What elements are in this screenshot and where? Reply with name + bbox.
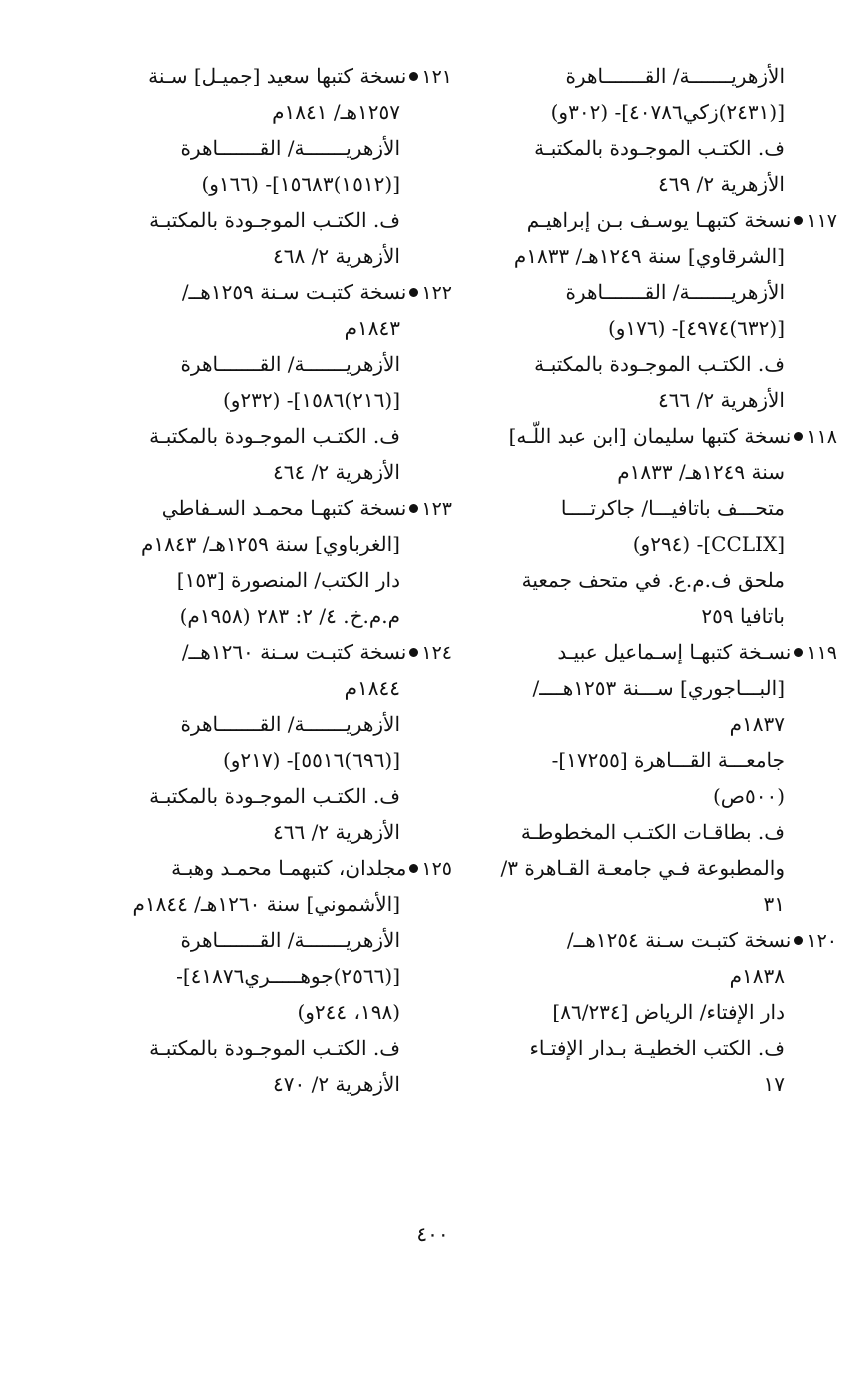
entry-number: ١٢٥ — [421, 858, 452, 880]
entry-text: سنة ١٢٤٩هـ/ ١٨٣٣م — [617, 460, 785, 484]
entry-text: نسخة كتبهـا محمـد السـفاطي — [161, 496, 407, 520]
entry-line — [55, 166, 400, 202]
entry-line — [440, 670, 785, 706]
entry-text: دار الكتب/ المنصورة [١٥٣] — [176, 568, 400, 592]
entry-line — [440, 94, 785, 130]
entry-line — [440, 1066, 785, 1102]
entry-text: م.م.خ. ٤/ ٢: ٢٨٣ (١٩٥٨م) — [179, 604, 400, 628]
entry-text: نسخة كتبهـا يوسـف بـن إبراهيـم — [526, 208, 792, 232]
entry-text: الأزهريـــــــة/ القـــــــاهرة — [565, 64, 785, 88]
entry-text: [الغرباوي] سنة ١٢٥٩هـ/ ١٨٤٣م — [141, 532, 400, 556]
entry-line — [55, 814, 400, 850]
entry-line — [55, 742, 400, 778]
bullet-icon — [409, 864, 418, 873]
entry-line — [55, 562, 400, 598]
bullet-icon — [409, 288, 418, 297]
entry-line — [440, 886, 785, 922]
catalog-entry — [440, 58, 785, 202]
entry-line — [55, 418, 400, 454]
entry-text: الأزهرية ٢/ ٤٦٩ — [658, 172, 785, 196]
entry-text: الأزهرية ٢/ ٤٧٠ — [273, 1072, 400, 1096]
entry-number: ١٢٤ — [421, 642, 452, 664]
entry-line — [55, 94, 400, 130]
entry-text: ف. الكتـب الموجـودة بالمكتبـة — [149, 208, 400, 232]
entry-line — [440, 814, 785, 850]
entry-text: [CCLIX]- (٢٩٤و) — [632, 532, 785, 556]
entry-line — [55, 346, 400, 382]
entry-text: ف. الكتـب الموجـودة بالمكتبـة — [149, 424, 400, 448]
catalog-entry — [55, 850, 452, 1102]
entry-text: الأزهرية ٢/ ٤٦٦ — [658, 388, 785, 412]
entry-line — [440, 922, 837, 958]
catalog-entry — [440, 634, 837, 922]
entry-number: ١١٨ — [806, 426, 837, 448]
entry-line — [55, 922, 400, 958]
entry-line — [55, 1066, 400, 1102]
entry-line — [440, 490, 785, 526]
entry-text: ف. الكتـب الموجـودة بالمكتبـة — [149, 784, 400, 808]
entry-line — [55, 202, 400, 238]
entry-line — [55, 382, 400, 418]
entry-line — [440, 742, 785, 778]
bullet-icon — [794, 216, 803, 225]
entry-line — [440, 310, 785, 346]
entry-line — [55, 526, 400, 562]
entry-line — [440, 1030, 785, 1066]
bullet-icon — [794, 432, 803, 441]
catalog-entry — [440, 922, 837, 1102]
catalog-entry — [55, 490, 452, 634]
bullet-icon — [409, 504, 418, 513]
entry-text: الأزهريـــــــة/ القـــــــاهرة — [565, 280, 785, 304]
catalog-entry — [55, 634, 452, 850]
entry-line — [440, 562, 785, 598]
page-number: ٤٠٠ — [416, 1222, 449, 1246]
entry-text: ١٨٣٨م — [729, 964, 785, 988]
entry-text: الأزهريـــــــة/ القـــــــاهرة — [180, 712, 400, 736]
entry-line — [55, 274, 452, 310]
catalog-entry — [55, 58, 452, 274]
entry-number: ١٢٣ — [421, 498, 452, 520]
entry-text: مجلدان، كتبهمـا محمـد وهبـة — [171, 856, 407, 880]
entry-text: نسخة كتبها سليمان [ابن عبد اللّـه] — [508, 424, 792, 448]
entry-text: نسخة كتبها سعيد [جميـل] سـنة — [148, 64, 407, 88]
entry-text: [(١٥١٢)١٥٦٨٣]- (١٦٦و) — [201, 172, 400, 196]
entry-line — [440, 778, 785, 814]
bullet-icon — [794, 936, 803, 945]
entry-text: [الأشموني] سنة ١٢٦٠هـ/ ١٨٤٤م — [132, 892, 400, 916]
entry-text: ف. الكتـب الموجـودة بالمكتبـة — [149, 1036, 400, 1060]
entry-line — [55, 130, 400, 166]
entry-text: ف. الكتـب الموجـودة بالمكتبـة — [534, 136, 785, 160]
entry-line — [55, 454, 400, 490]
entry-line — [440, 58, 785, 94]
entry-text: الأزهرية ٢/ ٤٦٤ — [273, 460, 400, 484]
entry-line — [440, 382, 785, 418]
entry-line — [55, 886, 400, 922]
entry-text: الأزهرية ٢/ ٤٦٦ — [273, 820, 400, 844]
entry-text: والمطبوعة فـي جامعـة القـاهرة ٣/ — [500, 856, 785, 880]
entry-line — [440, 202, 837, 238]
entry-line — [440, 994, 785, 1030]
entry-text: ف. الكتب الخطيـة بـدار الإفتـاء — [529, 1036, 785, 1060]
bullet-icon — [409, 648, 418, 657]
entry-line — [55, 1030, 400, 1066]
entry-text: ١٨٤٤م — [344, 676, 400, 700]
catalog-entry — [440, 202, 837, 418]
entry-line — [440, 238, 785, 274]
entry-number: ١١٧ — [806, 210, 837, 232]
entry-line — [440, 598, 785, 634]
bullet-icon — [794, 648, 803, 657]
entry-line — [440, 166, 785, 202]
entry-text: متحـــف باتافيـــا/ جاكرتــــا — [560, 496, 785, 520]
entry-text: [(٢٤٣١)زكي٤٠٧٨٦]- (٣٠٢و) — [550, 100, 785, 124]
entry-text: [(٦٣٢)٤٩٧٤]- (١٧٦و) — [607, 316, 785, 340]
entry-number: ١٢٢ — [421, 282, 452, 304]
entry-number: ١٢٠ — [806, 930, 837, 952]
entry-line — [440, 274, 785, 310]
entry-text: الأزهريـــــــة/ القـــــــاهرة — [180, 136, 400, 160]
entry-line — [440, 634, 837, 670]
entry-text: الأزهريـــــــة/ القـــــــاهرة — [180, 352, 400, 376]
entry-text: ف. بطاقـات الكتـب المخطوطـة — [520, 820, 785, 844]
entry-text: ١٧ — [763, 1072, 785, 1096]
entry-line — [440, 526, 785, 562]
entry-line — [440, 958, 785, 994]
entry-line — [440, 850, 785, 886]
entry-text: ف. الكتـب الموجـودة بالمكتبـة — [534, 352, 785, 376]
entry-line — [55, 598, 400, 634]
entry-text: باتافيا ٢٥٩ — [701, 604, 785, 628]
entry-line — [55, 994, 400, 1030]
entry-text: (١٩٨، ٢٤٤و) — [297, 1000, 400, 1024]
entry-text: ملحق ف.م.ع. في متحف جمعية — [521, 568, 785, 592]
entry-text: [(٢٥٦٦)جوهـــــري٤١٨٧٦]- — [176, 964, 400, 988]
entry-line — [55, 850, 452, 886]
entry-number: ١١٩ — [806, 642, 837, 664]
entry-number: ١٢١ — [421, 66, 452, 88]
right-column — [440, 58, 837, 1102]
entry-text: ١٢٥٧هـ/ ١٨٤١م — [272, 100, 400, 124]
entry-line — [55, 958, 400, 994]
entry-line — [55, 670, 400, 706]
entry-line — [440, 706, 785, 742]
bullet-icon — [409, 72, 418, 81]
entry-text: نسـخة كتبهـا إسـماعيل عبيـد — [557, 640, 792, 664]
entry-text: [(٦٩٦)٥٥١٦]- (٢١٧و) — [222, 748, 400, 772]
entry-line — [55, 706, 400, 742]
entry-text: دار الإفتاء/ الرياض [٨٦/٢٣٤] — [552, 1000, 785, 1024]
entry-text: نسخة كتبـت سـنة ١٢٥٩هــ/ — [181, 280, 407, 304]
entry-line — [440, 130, 785, 166]
entry-text: ١٨٤٣م — [344, 316, 400, 340]
entry-text: نسخة كتبـت سـنة ١٢٦٠هــ/ — [181, 640, 407, 664]
entry-line — [55, 238, 400, 274]
entry-text: [(٢١٦)١٥٨٦]- (٢٣٢و) — [222, 388, 400, 412]
entry-line — [440, 454, 785, 490]
catalog-entry — [55, 274, 452, 490]
left-column — [55, 58, 452, 1102]
entry-text: [الشرقاوي] سنة ١٢٤٩هـ/ ١٨٣٣م — [513, 244, 785, 268]
entry-text: نسخة كتبـت سـنة ١٢٥٤هــ/ — [566, 928, 792, 952]
entry-line — [440, 418, 837, 454]
entry-line — [55, 490, 452, 526]
entry-line — [440, 346, 785, 382]
entry-line — [55, 58, 452, 94]
entry-text: [البـــاجوري] ســـنة ١٢٥٣هــــ/ — [532, 676, 785, 700]
entry-text: ١٨٣٧م — [729, 712, 785, 736]
catalog-entry — [440, 418, 837, 634]
entry-text: ٣١ — [763, 892, 785, 916]
entry-text: الأزهرية ٢/ ٤٦٨ — [273, 244, 400, 268]
entry-text: الأزهريـــــــة/ القـــــــاهرة — [180, 928, 400, 952]
entry-line — [55, 634, 452, 670]
entry-line — [55, 310, 400, 346]
entry-text: جامعـــة القـــاهرة [١٧٢٥٥]- — [551, 748, 785, 772]
entry-line — [55, 778, 400, 814]
entry-text: (٥٠٠ص) — [712, 784, 785, 808]
